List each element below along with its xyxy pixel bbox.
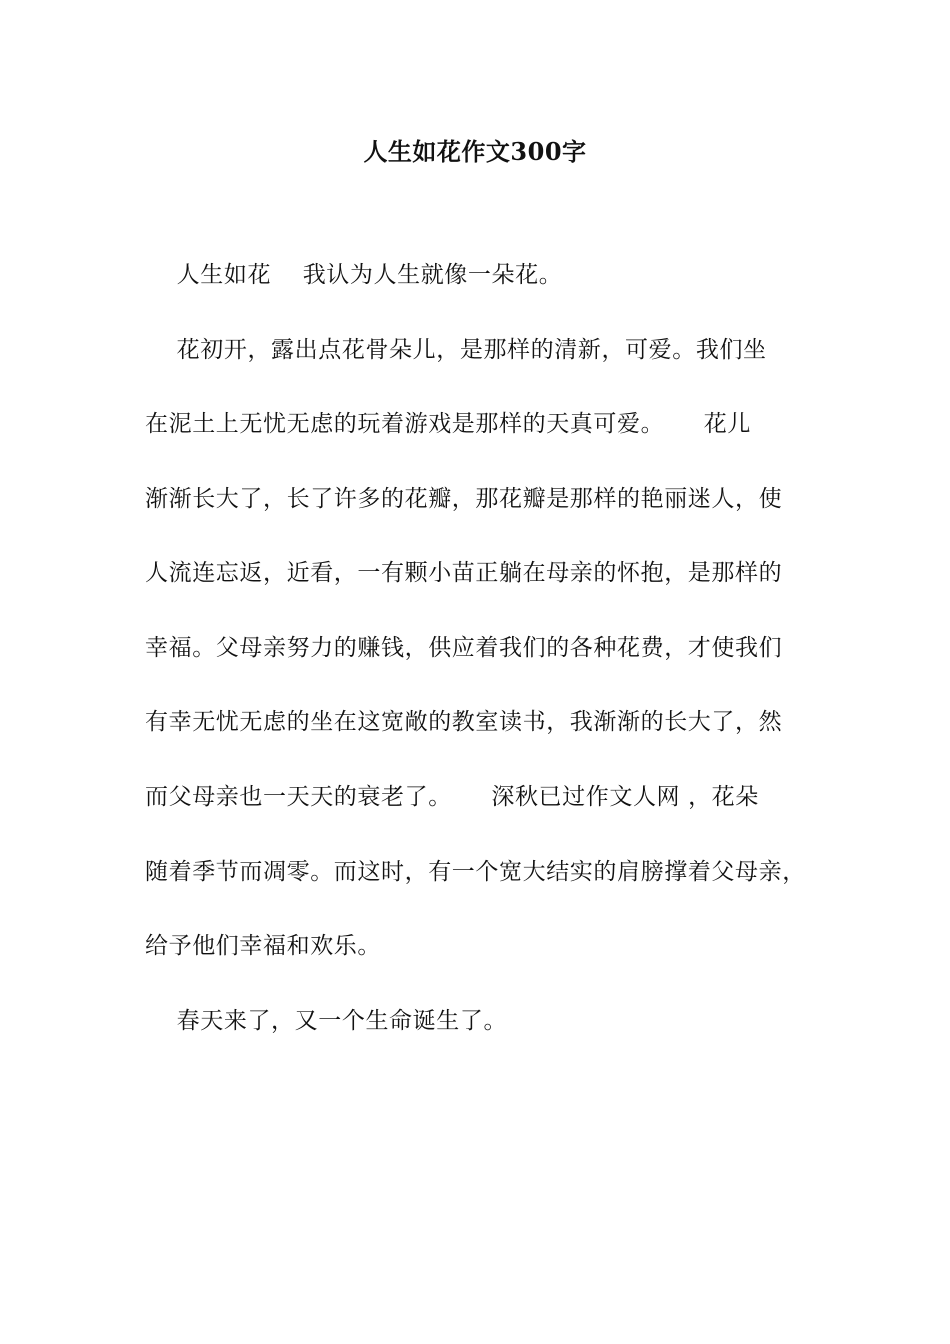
text-line: 人生如花 我认为人生就像一朵花。 [145,262,563,288]
text-line: 有幸无忧无虑的坐在这宽敞的教室读书，我渐渐的长大了，然 [145,709,783,735]
text-line: 给予他们幸福和欢乐。 [145,933,381,959]
text-line: 渐渐长大了，长了许多的花瓣，那花瓣是那样的艳丽迷人，使 [145,486,783,512]
text-line: 而父母亲也一天天的衰老了。 深秋已过作文人网 ，花朵 [145,784,759,810]
text-line: 随着季节而凋零。而这时，有一个宽大结实的肩膀撑着父母亲， [145,859,806,885]
text-line: 人流连忘返，近看，一有颗小苗正躺在母亲的怀抱，是那样的 [145,560,783,586]
text-line: 幸福。父母亲努力的赚钱，供应着我们的各种花费，才使我们 [145,635,783,661]
text-line: 花初开，露出点花骨朵儿，是那样的清新，可爱。我们坐 [145,337,767,363]
document-title: 人生如花作文300字 [363,137,587,166]
text-line: 在泥土上无忧无虑的玩着游戏是那样的天真可爱。 花儿 [145,411,751,437]
text-line: 春天来了，又一个生命诞生了。 [145,1008,508,1034]
